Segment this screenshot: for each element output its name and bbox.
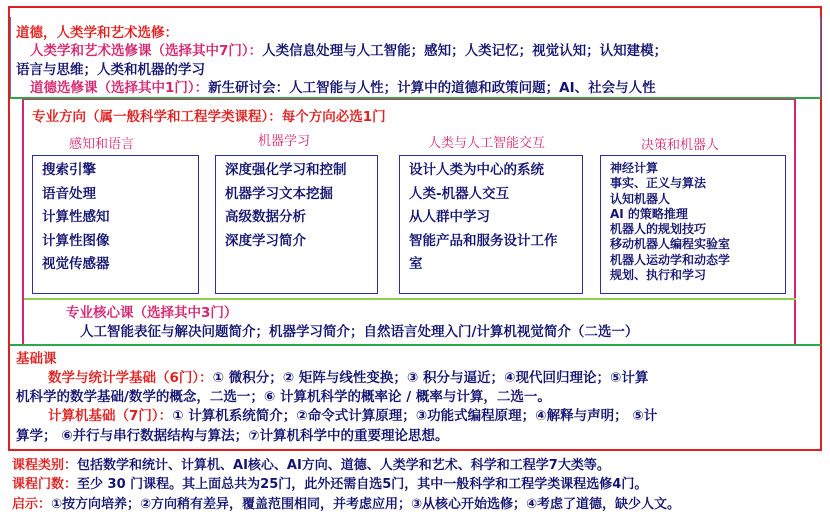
direction-box-ml — [215, 155, 378, 294]
course-item: 人类-机器人交互 — [409, 185, 510, 202]
course-item: 机器人运动学和动态学 — [610, 252, 731, 267]
course-item: 设计人类为中心的系统 — [409, 162, 544, 178]
course-item: 智能产品和服务设计工作室 — [409, 232, 558, 272]
direction-title-perception: 感知和语言 — [69, 137, 135, 152]
math-courses-1: ① 微积分；② 矩阵与线性变换；③ 积分与逼近；④现代回归理论；⑤计算 — [212, 370, 649, 386]
humanities-courses-2: 语言与思维；人类和机器的学习 — [16, 62, 205, 78]
course-item: AI 的策略推理 — [610, 206, 688, 221]
course-item: 事实、正义与算法 — [610, 176, 707, 191]
ethics-line — [30, 79, 656, 97]
cs-courses-2: 算学； ⑥并行与串行数据结构与算法；⑦计算机科学中的重要理论思想。 — [16, 428, 449, 444]
direction-box-robotics — [600, 155, 786, 294]
direction-title-robotics: 决策和机器人 — [641, 138, 720, 153]
categories-label: 课程类别： — [12, 458, 78, 473]
course-item: 从人群中学习 — [409, 209, 490, 225]
count-text: 至少 30 门课程。其上面总共为25门，此外还需自选5门，其中一般科学和工程学类课程选修4门。 — [77, 477, 648, 492]
math-courses-2: 机科学的数学基础/数学的概念，二选一；⑥ 计算机科学的概率论 / 概率与计算，二选一。 — [16, 389, 551, 405]
major-heading: 专业方向（属一般科学和工程学类课程）：每个方向必选1门 — [32, 109, 386, 125]
course-item: 搜索引擎 — [42, 162, 96, 178]
cs-courses-1: ① 计算机系统简介；②命令式计算原理；③功能式编程原理；④解释与声明； ⑤计 — [172, 408, 658, 424]
course-item: 移动机器人编程实验室 — [610, 237, 731, 252]
direction-box-hci — [399, 155, 583, 294]
cs-label: 计算机基础（7门）： — [48, 408, 173, 424]
course-item: 规划、执行和学习 — [610, 268, 707, 283]
insight-text: ①按方向培养；②方向稍有差异，覆盖范围相同，并考虑应用；③从核心开始选修；④考虑了道德，缺少人文。 — [51, 497, 681, 512]
ethics-label: 道德选修课（选择其中1门）： — [30, 80, 209, 96]
humanities-line-1 — [30, 42, 667, 60]
math-line-1 — [48, 369, 648, 387]
humanities-label: 人类学和艺术选修课（选择其中7门）： — [30, 43, 263, 59]
green-divider-bottom — [10, 344, 821, 346]
direction-title-hci: 人类与人工智能交互 — [428, 136, 546, 151]
course-item: 机器学习文本挖掘 — [225, 185, 333, 202]
course-item: 神经计算 — [610, 161, 659, 175]
course-item: 计算性图像 — [42, 232, 110, 249]
course-item: 计算性感知 — [42, 209, 110, 225]
math-label: 数学与统计学基础（6门）： — [48, 370, 213, 386]
core-heading: 专业核心课（选择其中3门） — [66, 305, 238, 321]
course-item: 语音处理 — [42, 185, 96, 202]
ethics-heading: 道德，人类学和艺术选修： — [16, 25, 178, 41]
course-item: 机器人的规划技巧 — [610, 222, 707, 237]
insight-note — [12, 496, 680, 514]
categories-text: 包括数学和统计、计算机、AI核心、AI方向、道德、人类学和艺术、科学和工程学7大类等。 — [77, 458, 610, 473]
count-label: 课程门数： — [12, 477, 78, 492]
course-item: 深度强化学习和控制 — [225, 162, 347, 178]
ethics-courses: 新生研讨会：人工智能与人性；计算中的道德和政策问题；AI、社会与人性 — [208, 80, 656, 96]
course-item: 认知机器人 — [610, 191, 671, 206]
course-item: 高级数据分析 — [225, 209, 306, 225]
categories-note — [12, 457, 610, 475]
core-courses: 人工智能表征与解决问题简介；机器学习简介；自然语言处理入门/计算机视觉简介（二选一） — [80, 324, 639, 340]
direction-box-perception — [32, 155, 199, 294]
green-divider-top — [10, 97, 821, 99]
insight-label: 启示： — [12, 497, 52, 512]
green-divider-core — [24, 298, 796, 300]
count-note — [12, 476, 647, 494]
humanities-courses-1: 人类信息处理与人工智能；感知；人类记忆；视觉认知；认知建模； — [262, 43, 668, 59]
cs-line-1 — [48, 407, 657, 425]
foundation-heading: 基础课 — [16, 351, 57, 367]
direction-title-ml: 机器学习 — [258, 134, 311, 149]
course-item: 深度学习简介 — [225, 232, 306, 249]
course-item: 视觉传感器 — [42, 256, 110, 272]
